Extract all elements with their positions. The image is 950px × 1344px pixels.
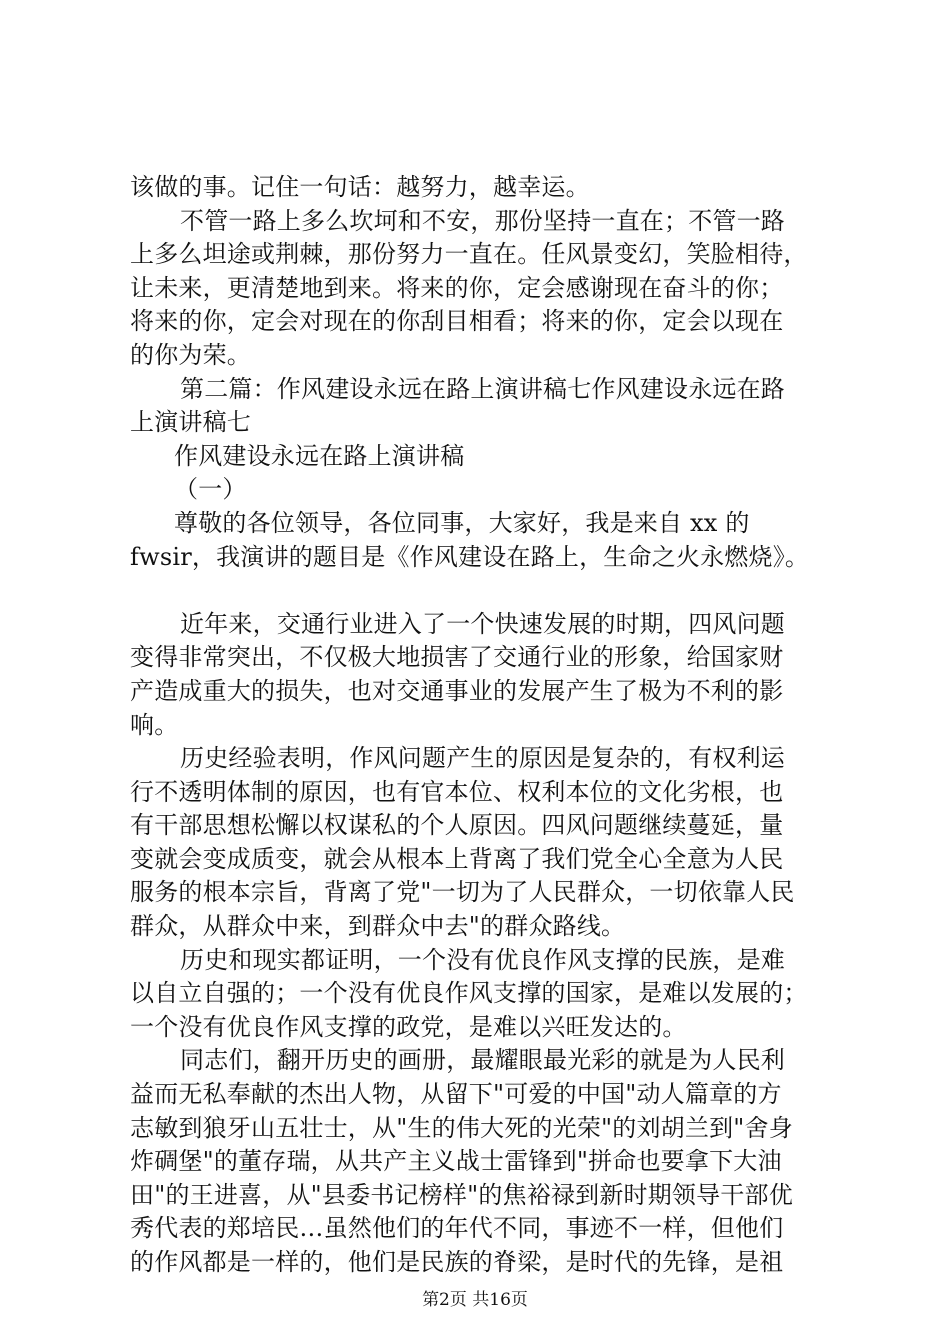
text-line: 同志们，翻开历史的画册，最耀眼最光彩的就是为人民利 [180,1046,785,1075]
text-line: 上多么坦途或荆棘，那份努力一直在。任风景变幻，笑脸相待， [130,240,808,269]
text-line: 秀代表的郑培民…虽然他们的年代不同，事迹不一样，但他们 [130,1214,784,1243]
text-line: 历史经验表明，作风问题产生的原因是复杂的，有权利运 [180,744,785,773]
text-line: 响。 [130,710,179,739]
text-line: 不管一路上多么坎坷和不安，那份坚持一直在；不管一路 [180,206,785,235]
speech-part-number: （一） [174,475,247,504]
text-line: 变得非常突出，不仅极大地损害了交通行业的形象，给国家财 [130,643,784,672]
text-line: 有干部思想松懈以权谋私的个人原因。四风问题继续蔓延，量 [130,811,784,840]
text-line: 尊敬的各位领导，各位同事，大家好，我是来自 xx 的 [174,508,750,537]
text-line: 的作风都是一样的，他们是民族的脊梁，是时代的先锋，是祖 [130,1248,784,1276]
text-line: 群众，从群众中来，到群众中去"的群众路线。 [130,912,626,941]
text-line: 一个没有优良作风支撑的政党，是难以兴旺发达的。 [130,1012,687,1041]
text-line: 服务的根本宗旨，背离了党"一切为了人民群众，一切依靠人民 [130,878,795,907]
section-heading: 第二篇：作风建设永远在路上演讲稿七作风建设永远在路 [180,374,785,403]
text-line: fwsir，我演讲的题目是《作风建设在路上，生命之火永燃烧》。 [130,542,810,571]
text-line: 历史和现实都证明，一个没有优良作风支撑的民族，是难 [180,945,785,974]
text-line: 该做的事。记住一句话：越努力，越幸运。 [130,173,590,201]
text-line: 以自立自强的；一个没有优良作风支撑的国家，是难以发展的； [130,979,808,1008]
section-heading: 上演讲稿七 [130,408,251,437]
text-line: 近年来，交通行业进入了一个快速发展的时期，四风问题 [180,609,785,638]
text-line: 益而无私奉献的杰出人物，从留下"可爱的中国"动人篇章的方 [130,1080,782,1109]
text-line: 田"的王进喜，从"县委书记榜样"的焦裕禄到新时期领导干部优 [130,1180,793,1209]
page-footer: 第2页 共16页 [422,1290,528,1310]
text-line: 炸碉堡"的董存瑞，从共产主义战士雷锋到"拼命也要拿下大油 [130,1147,782,1176]
page-body [130,171,835,1280]
text-line: 行不透明体制的原因，也有官本位、权利本位的文化劣根，也 [130,777,784,806]
text-line: 变就会变成质变，就会从根本上背离了我们党全心全意为人民 [130,844,784,873]
text-line: 志敏到狼牙山五壮士，从"生的伟大死的光荣"的刘胡兰到"舍身 [130,1113,793,1142]
text-line: 产造成重大的损失，也对交通事业的发展产生了极为不利的影 [130,676,784,705]
text-line: 让未来，更清楚地到来。将来的你，定会感谢现在奋斗的你； [130,273,784,302]
text-line: 的你为荣。 [130,340,251,369]
speech-title: 作风建设永远在路上演讲稿 [174,441,465,470]
text-line: 将来的你，定会对现在的你刮目相看；将来的你，定会以现在 [130,307,784,336]
paragraph-gap [130,574,835,608]
